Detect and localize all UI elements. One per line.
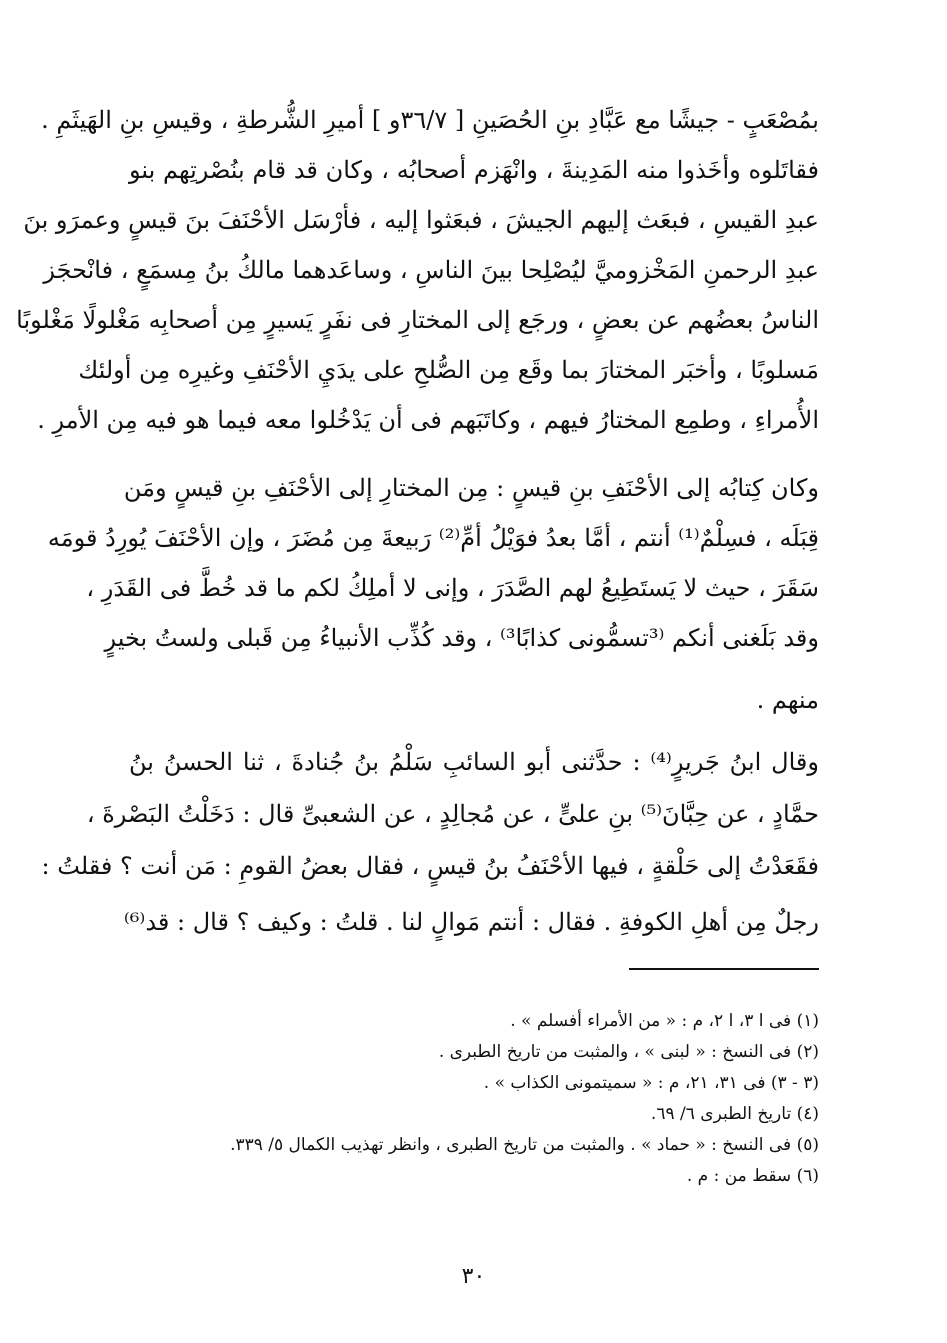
footnote-2: (٢) فى النسخ : « لبنى » ، والمثبت من تاريخ الطبرى . (438, 1042, 819, 1062)
text-line: عبدِ القيسِ ، فبعَث إليهم الجيشَ ، فبعَثوا إليه ، فأرْسَل الأحْنَفَ بنَ قيسٍ وعمرَو بنَ (23, 206, 819, 234)
text-line: حمَّادٍ ، عن حِبَّانَ⁽⁵⁾ بنِ علىٍّ ، عن مُجالِدٍ ، عن الشعبىِّ قال : دَخَلْتُ البَصْرةَ ، (86, 800, 819, 828)
text-line: منهم . (756, 686, 819, 714)
text-line: فقاتَلوه وأخَذوا منه المَدِينةَ ، وانْهَزم أصحابُه ، وكان قد قام بنُصْرتِهم بنو (129, 156, 819, 184)
text-line: مَسلوبًا ، وأخبَر المختارَ بما وقَع مِن الصُّلحِ على يدَيِ الأحْنَفِ وغيرِه مِن أولئك (78, 356, 819, 384)
text-line: رجلٌ مِن أهلِ الكوفةِ . فقال : أنتم مَوالٍ لنا . قلتُ : وكيف ؟ قال : قد⁽⁶⁾ (123, 908, 819, 936)
text-line: وكان كِتابُه إلى الأحْنَفِ بنِ قيسٍ : مِن المختارِ إلى الأحْنَفِ بنِ قيسٍ ومَن (123, 474, 819, 502)
text-line: الأُمراءِ ، وطمِع المختارُ فيهم ، وكاتَبَهم فى أن يَدْخُلوا معه فيما هو فيه مِن الأمرِ . (37, 406, 819, 434)
footnote-separator (629, 968, 819, 970)
text-line: سَقَرَ ، حيث لا يَستَطِيعُ لهم الصَّدَرَ ، وإنى لا أملِكُ لكم ما قد خُطَّ فى القَدَرِ ، (86, 574, 819, 602)
footnote-3: (٣ - ٣) فى ٣١، ٢١، م : « سميتمونى الكذاب » . (483, 1073, 819, 1093)
text-line: بمُصْعَبٍ - جيشًا مع عَبَّادِ بنِ الحُصَينِ [ ٣٦/٧و ] أميرِ الشُّرطةِ ، وقيسِ بنِ الهَيثَمِ . (41, 106, 819, 134)
text-line: وقد بَلَغنى أنكم ⁽³تسمُّونى كذابًا³⁾ ، وقد كُذِّب الأنبياءُ مِن قَبلى ولستُ بخيرٍ (104, 624, 819, 652)
page-number: ٣٠ (461, 1264, 486, 1289)
footnote-5: (٥) فى النسخ : « حماد » . والمثبت من تاريخ الطبرى ، وانظر تهذيب الكمال ٥/ ٣٣٩. (230, 1135, 819, 1155)
text-line: فقَعَدْتُ إلى حَلْقةٍ ، فيها الأحْنَفُ بنُ قيسٍ ، فقال بعضُ القومِ : مَن أنت ؟ فقلتُ : (41, 852, 819, 880)
text-line: وقال ابنُ جَريرٍ⁽⁴⁾ : حدَّثنى أبو السائبِ سَلْمُ بنُ جُنادةَ ، ثنا الحسنُ بنُ (129, 748, 819, 776)
text-line: الناسُ بعضُهم عن بعضٍ ، ورجَع إلى المختارِ فى نفَرٍ يَسيرٍ مِن أصحابِه مَغْلولًا مَغْلوبًا (16, 306, 819, 334)
text-line: قِبَلَه ، فسِلْمٌ⁽¹⁾ أنتم ، أمَّا بعدُ فوَيْلُ أمِّ⁽²⁾ رَبيعةَ مِن مُضَرَ ، وإن الأحْنَفَ يُورِدُ قومَه (47, 524, 819, 552)
footnote-6: (٦) سقط من : م . (686, 1166, 819, 1186)
footnote-4: (٤) تاريخ الطبرى ٦/ ٦٩. (650, 1104, 819, 1124)
text-line: عبدِ الرحمنِ المَخْزوميَّ ليُصْلِحا بينَ الناسِ ، وساعَدهما مالكُ بنُ مِسمَعٍ ، فانْحجَز (43, 256, 819, 284)
footnote-1: (١) فى ا ٣، ا ٢، م : « من الأمراء أفسلم » . (510, 1011, 819, 1031)
